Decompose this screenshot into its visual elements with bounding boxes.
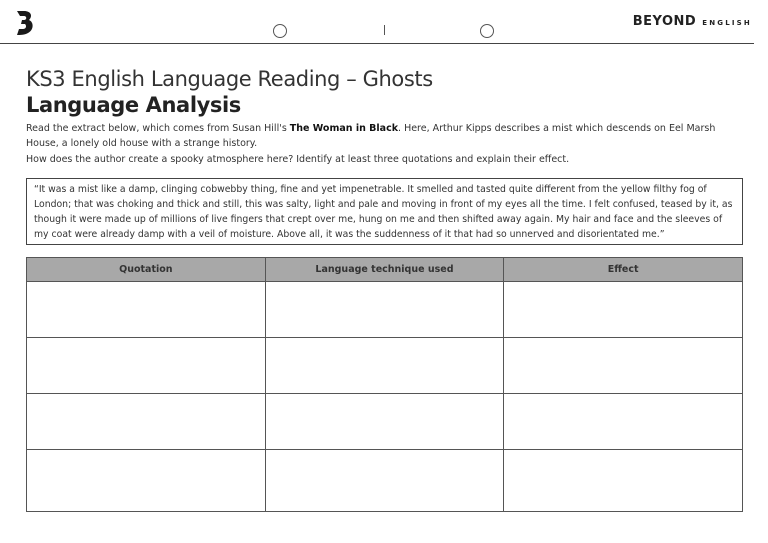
center-mark-icon — [384, 25, 385, 35]
book-title: The Woman in Black — [289, 123, 399, 134]
effect-cell[interactable] — [504, 282, 743, 338]
technique-cell[interactable] — [265, 450, 504, 512]
punch-hole-left-icon — [273, 24, 287, 38]
header-divider — [0, 43, 754, 44]
effect-cell[interactable] — [504, 450, 743, 512]
header-effect: Effect — [504, 258, 743, 282]
intro-prefix: Read the extract below, which comes from Susan Hill's — [26, 123, 290, 134]
brand-tagline: ENGLISH — [702, 19, 752, 27]
technique-cell[interactable] — [265, 338, 504, 394]
quotation-cell[interactable] — [27, 282, 266, 338]
page-subtitle: Language Analysis — [26, 93, 241, 117]
table-row — [27, 394, 743, 450]
quotation-cell[interactable] — [27, 450, 266, 512]
table-row — [27, 450, 743, 512]
page-title: KS3 English Language Reading – Ghosts — [26, 67, 433, 91]
table-row — [27, 338, 743, 394]
technique-cell[interactable] — [265, 282, 504, 338]
intro-suffix: . Here, Arthur Kipps describes a mist which descends on Eel Marsh House, a lonely old house with a strange history. — [26, 123, 716, 149]
effect-cell[interactable] — [504, 338, 743, 394]
beyond-logo-icon — [14, 9, 36, 37]
brand-name: BEYOND — [632, 14, 697, 29]
table-row — [27, 282, 743, 338]
effect-cell[interactable] — [504, 394, 743, 450]
table-header-row — [27, 258, 743, 282]
technique-cell[interactable] — [265, 394, 504, 450]
brand-wordmark — [633, 14, 752, 29]
punch-hole-right-icon — [480, 24, 494, 38]
quotation-cell[interactable] — [27, 338, 266, 394]
quotation-cell[interactable] — [27, 394, 266, 450]
extract-box: “It was a mist like a damp, clinging cobwebby thing, fine and yet impenetrable. It smelled and tasted quite different from the yellow filthy fog of London; that was choking and thick and still, this was salty, light and pale and moving in front of my eyes all the time. I felt confused, teased by it, as though it were made up of millions of live fingers that crept over me, hung on me and then shifted away again. My hair and face and the sleeves of my coat were already damp with a veil of moisture. Above all, it was the suddenness of it that had so unnerved and disorientated me.” — [26, 178, 743, 245]
analysis-table — [26, 257, 743, 512]
header-technique: Language technique used — [265, 258, 504, 282]
intro-text — [26, 121, 748, 151]
question-text: How does the author create a spooky atmosphere here? Identify at least three quotations and explain their effect. — [26, 154, 570, 165]
page-header — [0, 0, 768, 44]
header-quotation: Quotation — [27, 258, 266, 282]
